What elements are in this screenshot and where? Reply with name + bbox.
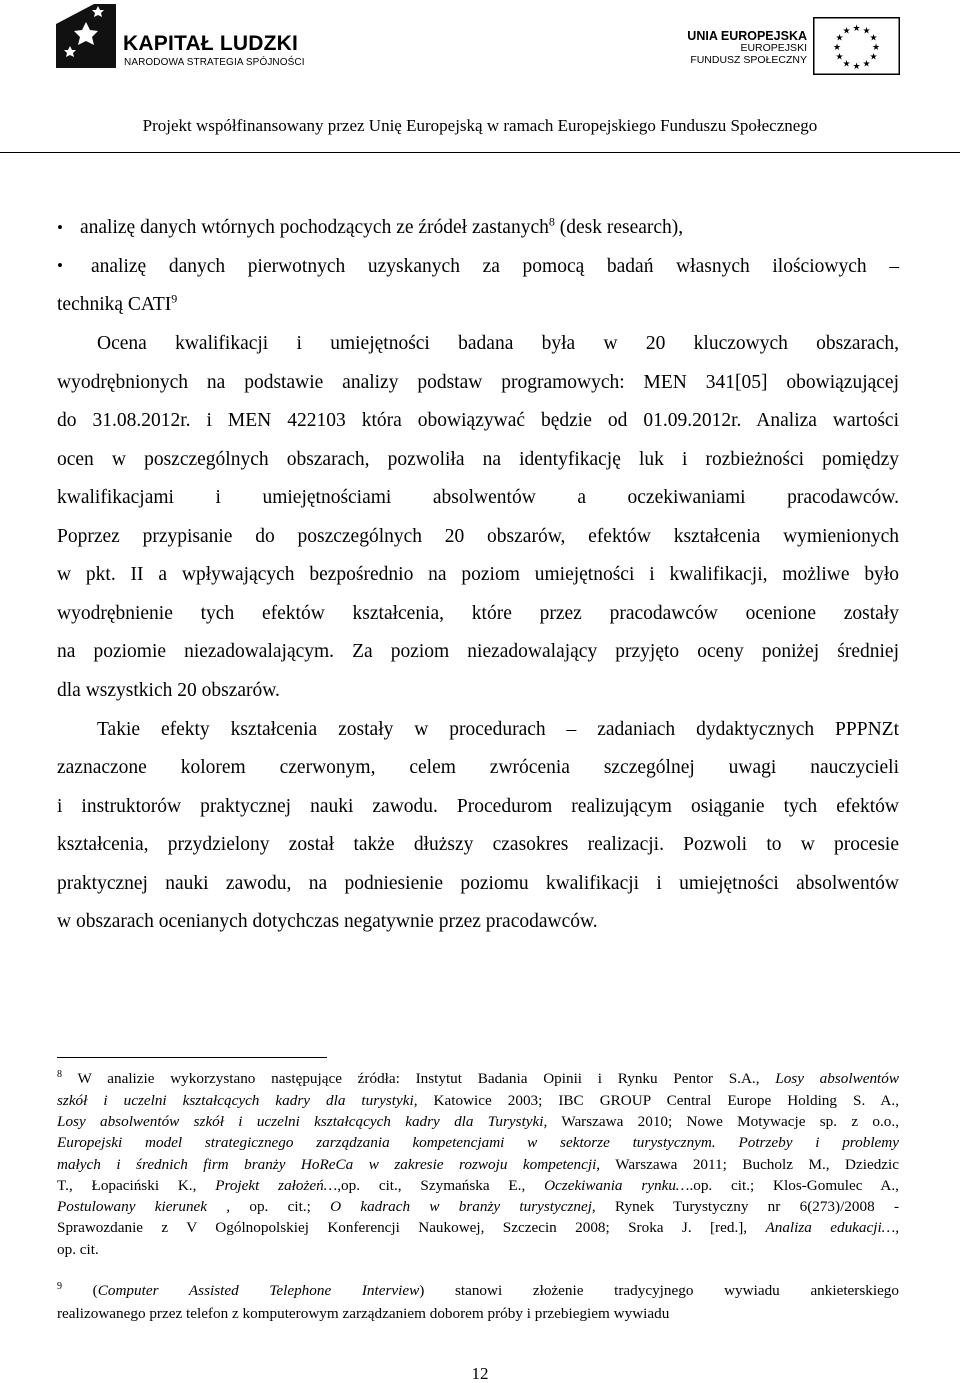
svg-text:★: ★ xyxy=(835,33,844,44)
bullet-2-line-2-text: techniką CATI xyxy=(57,294,172,315)
footnote-8-text: .op. cit.; Klos-Gomulec A., xyxy=(689,1177,899,1194)
footnote-8-number: 8 xyxy=(57,1068,62,1080)
footnote-8-text: , Rynek Turystyczny nr 6(273)/2008 - xyxy=(591,1198,900,1215)
footnote-ref-8: 8 xyxy=(548,214,555,229)
eu-line-2: EUROPEJSKI xyxy=(740,42,807,54)
paragraph-1-line-3: do 31.08.2012r. i MEN 422103 która obowiązywać będzie od 01.09.2012r. Analiza wartości xyxy=(57,410,899,431)
paragraph-1-line-7: w pkt. II a wpływających bezpośrednio na poziom umiejętności i kwalifikacji, możliwe było xyxy=(57,564,899,585)
footnote-8-line-7 xyxy=(57,1199,899,1214)
paragraph-1-line-4: ocen w poszczególnych obszarach, pozwoliła na identyfikację luk i rozbieżności pomiędzy xyxy=(57,449,899,470)
footnote-9-line-2: realizowanego przez telefon z komputerowym zarządzaniem doborem próby i przebiegiem wywiadu xyxy=(57,1305,670,1322)
bullet-item-1 xyxy=(80,214,899,238)
paragraph-2-line-6: w obszarach ocenianych dotychczas negatywnie przez pracodawców. xyxy=(57,911,598,932)
footnote-8-text: , Warszawa 2011; Bucholz M., Dziedzic xyxy=(596,1156,899,1173)
footnote-8-italic: O kadrach w branży turystycznej xyxy=(330,1198,592,1215)
svg-text:★: ★ xyxy=(852,24,861,34)
kapital-ludzki-logo-icon xyxy=(56,4,116,68)
footnote-8-italic: Losy absolwentów szkół i uczelni kształcących kadry dla Turystyki, xyxy=(57,1113,548,1130)
eu-line-3: FUNDUSZ SPOŁECZNY xyxy=(690,53,807,66)
kapital-ludzki-title: KAPITAŁ LUDZKI xyxy=(123,32,299,55)
footnote-9-line-1 xyxy=(57,1280,899,1299)
footnote-8-italic: Losy absolwentów xyxy=(775,1070,899,1087)
footnote-8-line-6 xyxy=(57,1178,899,1193)
eu-flag-icon xyxy=(813,17,900,75)
paragraph-1-line-2: wyodrębnionych na podstawie analizy podstaw programowych: MEN 341[05] obowiązującej xyxy=(57,372,899,393)
footnote-ref-9: 9 xyxy=(171,291,178,306)
footnote-8-line-8 xyxy=(57,1220,899,1235)
footnote-8-text: Katowice 2003; IBC GROUP Central Europe Holding S. A., xyxy=(417,1092,899,1109)
header-divider xyxy=(0,152,960,153)
footnote-8-line-1 xyxy=(57,1068,899,1087)
footnote-8-italic: Postulowany kierunek xyxy=(57,1198,208,1215)
paragraph-1-line-1: Ocena kwalifikacji i umiejętności badana była w 20 kluczowych obszarach, xyxy=(97,333,899,354)
footnote-8-line-9: op. cit. xyxy=(57,1241,99,1258)
svg-text:★: ★ xyxy=(852,62,861,72)
page-number: 12 xyxy=(471,1364,489,1383)
bullet-1-text: analizę danych wtórnych pochodzących ze źródeł zastanych xyxy=(80,217,549,238)
svg-text:★: ★ xyxy=(862,26,871,37)
footnote-8-italic: Projekt założeń… xyxy=(215,1177,338,1194)
footnote-8-line-4: Europejski model strategicznego zarządzania kompetencjami w sektorze turystycznym. Potrzeby i problemy xyxy=(57,1134,899,1151)
footnote-8-text: , op. cit.; xyxy=(207,1198,331,1215)
header-caption: Projekt współfinansowany przez Unię Europejską w ramach Europejskiego Funduszu Społecznego xyxy=(142,116,818,135)
svg-text:★: ★ xyxy=(835,52,844,63)
footnote-9-italic: Computer Assisted Telephone Interview xyxy=(97,1282,420,1299)
paragraph-2-line-1: Takie efekty kształcenia zostały w procedurach – zadaniach dydaktycznych PPPNZt xyxy=(97,719,899,740)
svg-text:★: ★ xyxy=(862,59,871,70)
bullet-1-tail: (desk research), xyxy=(554,217,684,238)
footnote-9-text: ( xyxy=(62,1282,98,1299)
footnote-8-text: W analizie wykorzystano następujące źródła: Instytut Badania Opinii i Rynku Pentor S.A., xyxy=(62,1070,776,1087)
svg-text:★: ★ xyxy=(869,33,878,44)
footnote-8-italic: szkół i uczelni kształcących kadry dla turystyki, xyxy=(57,1092,418,1109)
footnote-8-italic: małych i średnich firm branży HoReCa w zakresie rozwoju kompetencji xyxy=(57,1156,597,1173)
bullet-item-2-line-1: analizę danych pierwotnych uzyskanych za pomocą badań własnych ilościowych – xyxy=(91,256,899,277)
footnote-8-text: T., Łopaciński K., xyxy=(57,1177,216,1194)
footnote-8-italic: Oczekiwania rynku… xyxy=(544,1177,690,1194)
footnote-9-number: 9 xyxy=(57,1280,62,1292)
footnote-8-text: Sprawozdanie z V Ogólnopolskiej Konferencji Naukowej, Szczecin 2008; Sroka J. [red.], xyxy=(57,1219,766,1236)
svg-text:★: ★ xyxy=(871,43,881,53)
paragraph-1-line-9: na poziomie niezadowalającym. Za poziom niezadowalający przyjęto oceny poniżej średniej xyxy=(57,641,899,662)
footnote-divider xyxy=(57,1057,327,1058)
paragraph-2-line-4: kształcenia, przydzielony został także dłuższy czasokres realizacji. Pozwoli to w procesie xyxy=(57,834,899,855)
footnote-8-line-3 xyxy=(57,1114,899,1129)
paragraph-2-line-5: praktycznej nauki zawodu, na podniesienie poziomu kwalifikacji i umiejętności absolwentów xyxy=(57,873,899,894)
paragraph-1-line-6: Poprzez przypisanie do poszczególnych 20 obszarów, efektów kształcenia wymienionych xyxy=(57,526,899,547)
paragraph-1-line-8: wyodrębnienie tych efektów kształcenia, które przez pracodawców ocenione zostały xyxy=(57,603,899,624)
svg-text:★: ★ xyxy=(869,52,878,63)
paragraph-2-line-2: zaznaczone kolorem czerwonym, celem zwrócenia szczególnej uwagi nauczycieli xyxy=(57,757,899,778)
svg-text:★: ★ xyxy=(832,43,842,53)
bullet-icon: • xyxy=(57,256,63,275)
paragraph-2-line-3: i instruktorów praktycznej nauki zawodu. Procedurom realizującym osiąganie tych efektów xyxy=(57,796,899,817)
bullet-icon: • xyxy=(57,218,63,237)
svg-text:★: ★ xyxy=(842,59,851,70)
eu-text-block xyxy=(687,29,807,67)
eu-line-1: UNIA EUROPEJSKA xyxy=(687,29,807,43)
footnote-8-text: ,op. cit., Szymańska E., xyxy=(337,1177,545,1194)
footnote-9-text: ) stanowi złożenie tradycyjnego wywiadu ankieterskiego xyxy=(419,1282,899,1299)
footnote-8-line-2 xyxy=(57,1093,899,1108)
footnote-8-italic: Analiza edukacji…, xyxy=(765,1219,899,1236)
svg-text:★: ★ xyxy=(842,26,851,37)
kapital-ludzki-subtitle: NARODOWA STRATEGIA SPÓJNOŚCI xyxy=(124,57,305,68)
bullet-item-2-line-2 xyxy=(57,291,899,315)
footnote-8-line-5 xyxy=(57,1157,899,1172)
footnote-8-text: Warszawa 2010; Nowe Motywacje sp. z o.o., xyxy=(547,1113,899,1130)
paragraph-1-line-5: kwalifikacjami i umiejętnościami absolwentów a oczekiwaniami pracodawców. xyxy=(57,487,899,508)
paragraph-1-line-10: dla wszystkich 20 obszarów. xyxy=(57,680,280,701)
